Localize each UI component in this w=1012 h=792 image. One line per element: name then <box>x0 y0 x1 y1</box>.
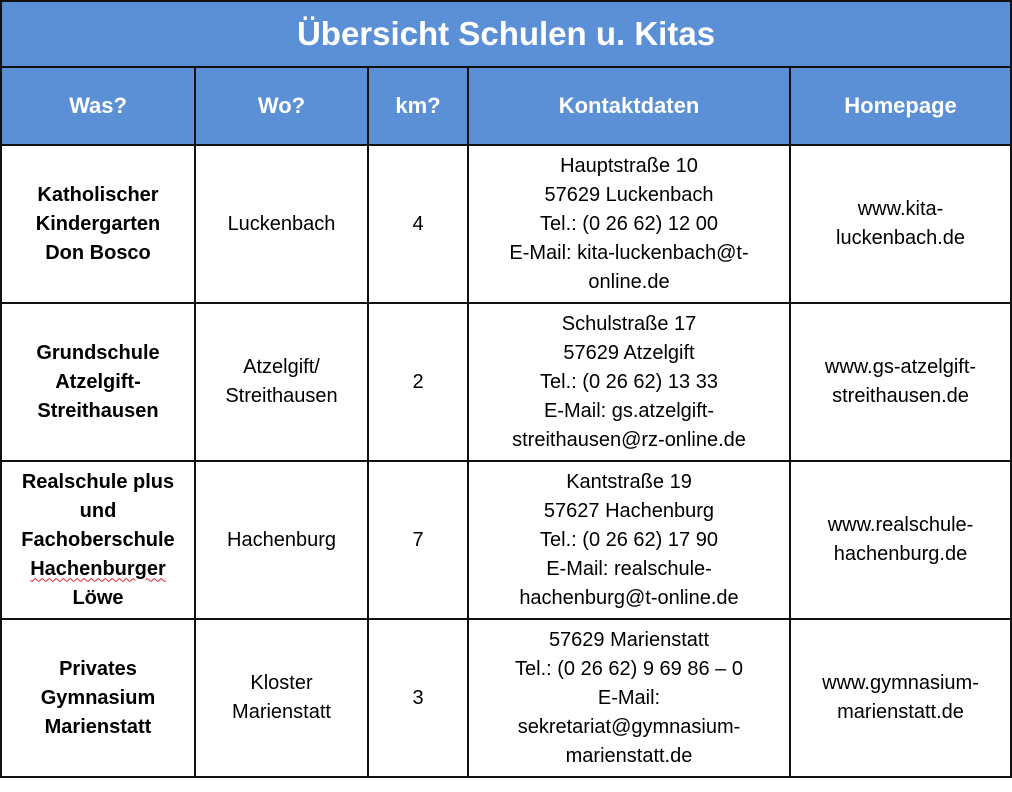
location-line: Kloster <box>250 672 313 694</box>
cell-homepage <box>790 619 1011 777</box>
institution-line: Streithausen <box>37 399 159 422</box>
institution-line: Gymnasium <box>40 686 156 709</box>
header-was: Was? <box>1 67 195 145</box>
homepage-line: www.gymnasium- <box>822 672 979 694</box>
contact-line: Hauptstraße 10 <box>560 154 698 177</box>
cell-institution <box>1 461 195 619</box>
contact-line: 57629 Atzelgift <box>563 341 695 364</box>
header-homepage: Homepage <box>790 67 1011 145</box>
contact-line: 57627 Hachenburg <box>543 499 715 522</box>
table-row <box>1 145 1011 303</box>
cell-km: 3 <box>368 619 468 777</box>
header-row <box>1 67 1011 145</box>
header-wo: Wo? <box>195 67 368 145</box>
header-kontaktdaten: Kontaktdaten <box>468 67 790 145</box>
institution-line: Fachoberschule <box>21 528 175 551</box>
cell-km: 4 <box>368 145 468 303</box>
cell-institution <box>1 145 195 303</box>
institution-line: Marienstatt <box>44 715 152 738</box>
contact-line: 57629 Luckenbach <box>544 183 714 206</box>
cell-location <box>195 145 368 303</box>
institution-line: Kindergarten <box>35 212 161 235</box>
contact-line: E-Mail: realschule- <box>546 557 712 580</box>
location-line: Streithausen <box>225 385 338 407</box>
institution-line: Katholischer <box>37 183 159 206</box>
location-line: Hachenburg <box>227 528 336 551</box>
contact-line: Kantstraße 19 <box>566 470 692 493</box>
cell-location <box>195 303 368 461</box>
cell-institution <box>1 303 195 461</box>
contact-line: 57629 Marienstatt <box>548 628 710 651</box>
institution-line: Don Bosco <box>45 241 151 264</box>
contact-line: Tel.: (0 26 62) 9 69 86 – 0 <box>515 657 743 680</box>
institution-line: Privates <box>59 657 137 680</box>
contact-line: Tel.: (0 26 62) 17 90 <box>540 528 718 551</box>
cell-homepage <box>790 145 1011 303</box>
contact-line: E-Mail: gs.atzelgift- <box>543 399 715 422</box>
cell-contact <box>468 461 790 619</box>
contact-line: E-Mail: <box>597 686 661 709</box>
contact-line: Tel.: (0 26 62) 13 33 <box>540 370 718 393</box>
contact-line: hachenburg@t-online.de <box>519 586 739 609</box>
cell-institution <box>1 619 195 777</box>
homepage-line: streithausen.de <box>832 385 969 407</box>
contact-line: sekretariat@gymnasium- <box>517 715 741 738</box>
institution-line: Realschule plus <box>21 470 175 493</box>
cell-km: 7 <box>368 461 468 619</box>
institution-line: Atzelgift- <box>55 370 141 393</box>
location-line: Luckenbach <box>227 212 336 235</box>
contact-line: online.de <box>588 270 670 293</box>
location-line: Marienstatt <box>232 701 331 723</box>
cell-contact <box>468 619 790 777</box>
contact-line: marienstatt.de <box>565 744 693 767</box>
institution-line: Löwe <box>72 586 124 609</box>
location-line: Atzelgift/ <box>243 356 320 378</box>
cell-contact <box>468 303 790 461</box>
cell-km: 2 <box>368 303 468 461</box>
institution-line: und <box>79 499 117 522</box>
institution-line: Grundschule <box>36 341 160 364</box>
homepage-line: www.kita- <box>857 198 944 220</box>
contact-line: Schulstraße 17 <box>561 312 697 335</box>
title-row <box>1 1 1011 67</box>
contact-line: streithausen@rz-online.de <box>512 428 746 451</box>
header-km: km? <box>368 67 468 145</box>
homepage-line: www.gs-atzelgift- <box>824 356 977 378</box>
cell-homepage <box>790 461 1011 619</box>
cell-contact <box>468 145 790 303</box>
homepage-line: marienstatt.de <box>837 701 964 723</box>
institution-line-spellcheck: Hachenburger <box>30 557 166 580</box>
homepage-line: luckenbach.de <box>836 227 965 249</box>
cell-location <box>195 461 368 619</box>
homepage-line: hachenburg.de <box>833 543 968 565</box>
table-row <box>1 619 1011 777</box>
table-row <box>1 303 1011 461</box>
table-title: Übersicht Schulen u. Kitas <box>1 1 1011 67</box>
table-row <box>1 461 1011 619</box>
homepage-line: www.realschule- <box>827 514 974 536</box>
contact-line: Tel.: (0 26 62) 12 00 <box>540 212 718 235</box>
contact-line: E-Mail: kita-luckenbach@t- <box>509 241 749 264</box>
cell-homepage <box>790 303 1011 461</box>
cell-location <box>195 619 368 777</box>
